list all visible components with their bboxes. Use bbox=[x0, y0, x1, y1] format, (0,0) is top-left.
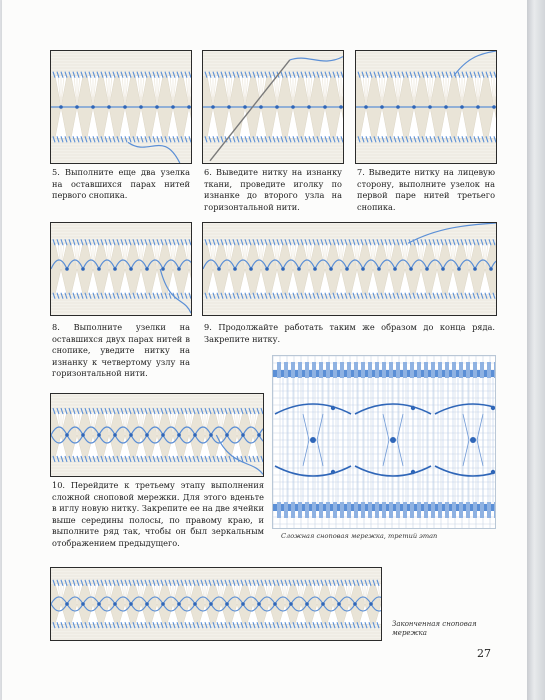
finished-caption: Законченная сноповая мережка bbox=[392, 620, 477, 637]
page-number: 27 bbox=[477, 647, 491, 660]
photo-step-7 bbox=[355, 50, 497, 164]
caption-step-10: 10. Перейдите к третьему этапу выполнения сложной сноповой мережки. Для этого вденьте в иглу новую нитку. Закрепите ее на две ячейки выше середины полосы, по правому краю, и выполните ряд так, чтобы он был зеркальным отображением предыдущего. bbox=[52, 480, 264, 548]
caption-step-9: 9. Продолжайте работать таким же образом до конца ряда. Закрепите нитку. bbox=[204, 322, 495, 344]
diagram-caption: Сложная сноповая мережка, третий этап bbox=[281, 532, 438, 540]
stitch-diagram bbox=[272, 355, 496, 529]
caption-step-6: 6. Выведите нитку на изнанку ткани, проведите иголку по изнанке до второго узла на горизонтальной нити. bbox=[204, 167, 342, 212]
caption-step-8: 8. Выполните узелки на оставшихся двух парах нитей в снопике, уведите нитку на изнанку к четвертому узлу на горизонтальной нити. bbox=[52, 322, 190, 379]
photo-finished-hem bbox=[50, 567, 382, 641]
caption-step-7: 7. Выведите нитку на лицевую сторону, выполните узелок на первой паре нитей третьего снопика. bbox=[357, 167, 495, 212]
book-gutter bbox=[527, 0, 545, 700]
photo-step-10 bbox=[50, 393, 264, 477]
photo-step-6 bbox=[202, 50, 344, 164]
photo-step-9 bbox=[202, 222, 497, 316]
photo-step-8 bbox=[50, 222, 192, 316]
caption-step-5: 5. Выполните еще два узелка на оставшихся парах нитей первого снопика. bbox=[52, 167, 190, 201]
book-page bbox=[2, 0, 527, 700]
photo-step-5 bbox=[50, 50, 192, 164]
